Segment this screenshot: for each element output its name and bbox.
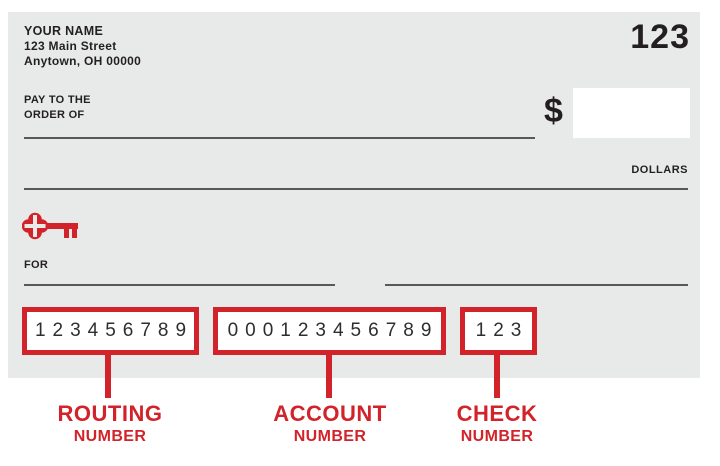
payer-address-line1: 123 Main Street [24, 39, 117, 53]
routing-label-line2: NUMBER [73, 428, 147, 445]
check-diagram [8, 12, 700, 378]
account-label-line2: NUMBER [293, 428, 367, 445]
payer-address-line2: Anytown, OH 00000 [24, 54, 142, 68]
routing-label-line1: ROUTING [57, 401, 163, 426]
payer-name: YOUR NAME [24, 24, 104, 38]
payee-line [24, 137, 535, 139]
for-label: FOR [24, 259, 49, 271]
check-connector-line [494, 353, 500, 398]
account-number-value: 000123456789 [227, 320, 439, 341]
amount-box [573, 88, 690, 138]
routing-label [20, 402, 200, 446]
signature-line [385, 284, 688, 286]
routing-connector-line [105, 353, 111, 398]
account-label-line1: ACCOUNT [273, 401, 387, 426]
account-label [240, 402, 420, 446]
order-of-label: ORDER OF [24, 109, 85, 121]
check-number-top-right: 123 [630, 18, 690, 56]
pay-to-the-label: PAY TO THE [24, 94, 91, 106]
check-label [407, 402, 587, 446]
key-icon [22, 210, 84, 247]
check-label-line2: NUMBER [460, 428, 534, 445]
check-number-value: 123 [475, 320, 529, 341]
payer-block [24, 24, 141, 69]
routing-number-box [22, 307, 199, 355]
dollar-sign: $ [544, 92, 563, 130]
routing-number-value: 123456789 [34, 320, 194, 341]
dollars-label: DOLLARS [631, 164, 688, 176]
check-number-box [460, 307, 537, 355]
check-label-line1: CHECK [456, 401, 538, 426]
dollars-line [24, 188, 688, 190]
account-number-box [213, 307, 446, 355]
account-connector-line [326, 353, 332, 398]
for-line [24, 284, 335, 286]
pay-to-order-label [24, 93, 91, 123]
